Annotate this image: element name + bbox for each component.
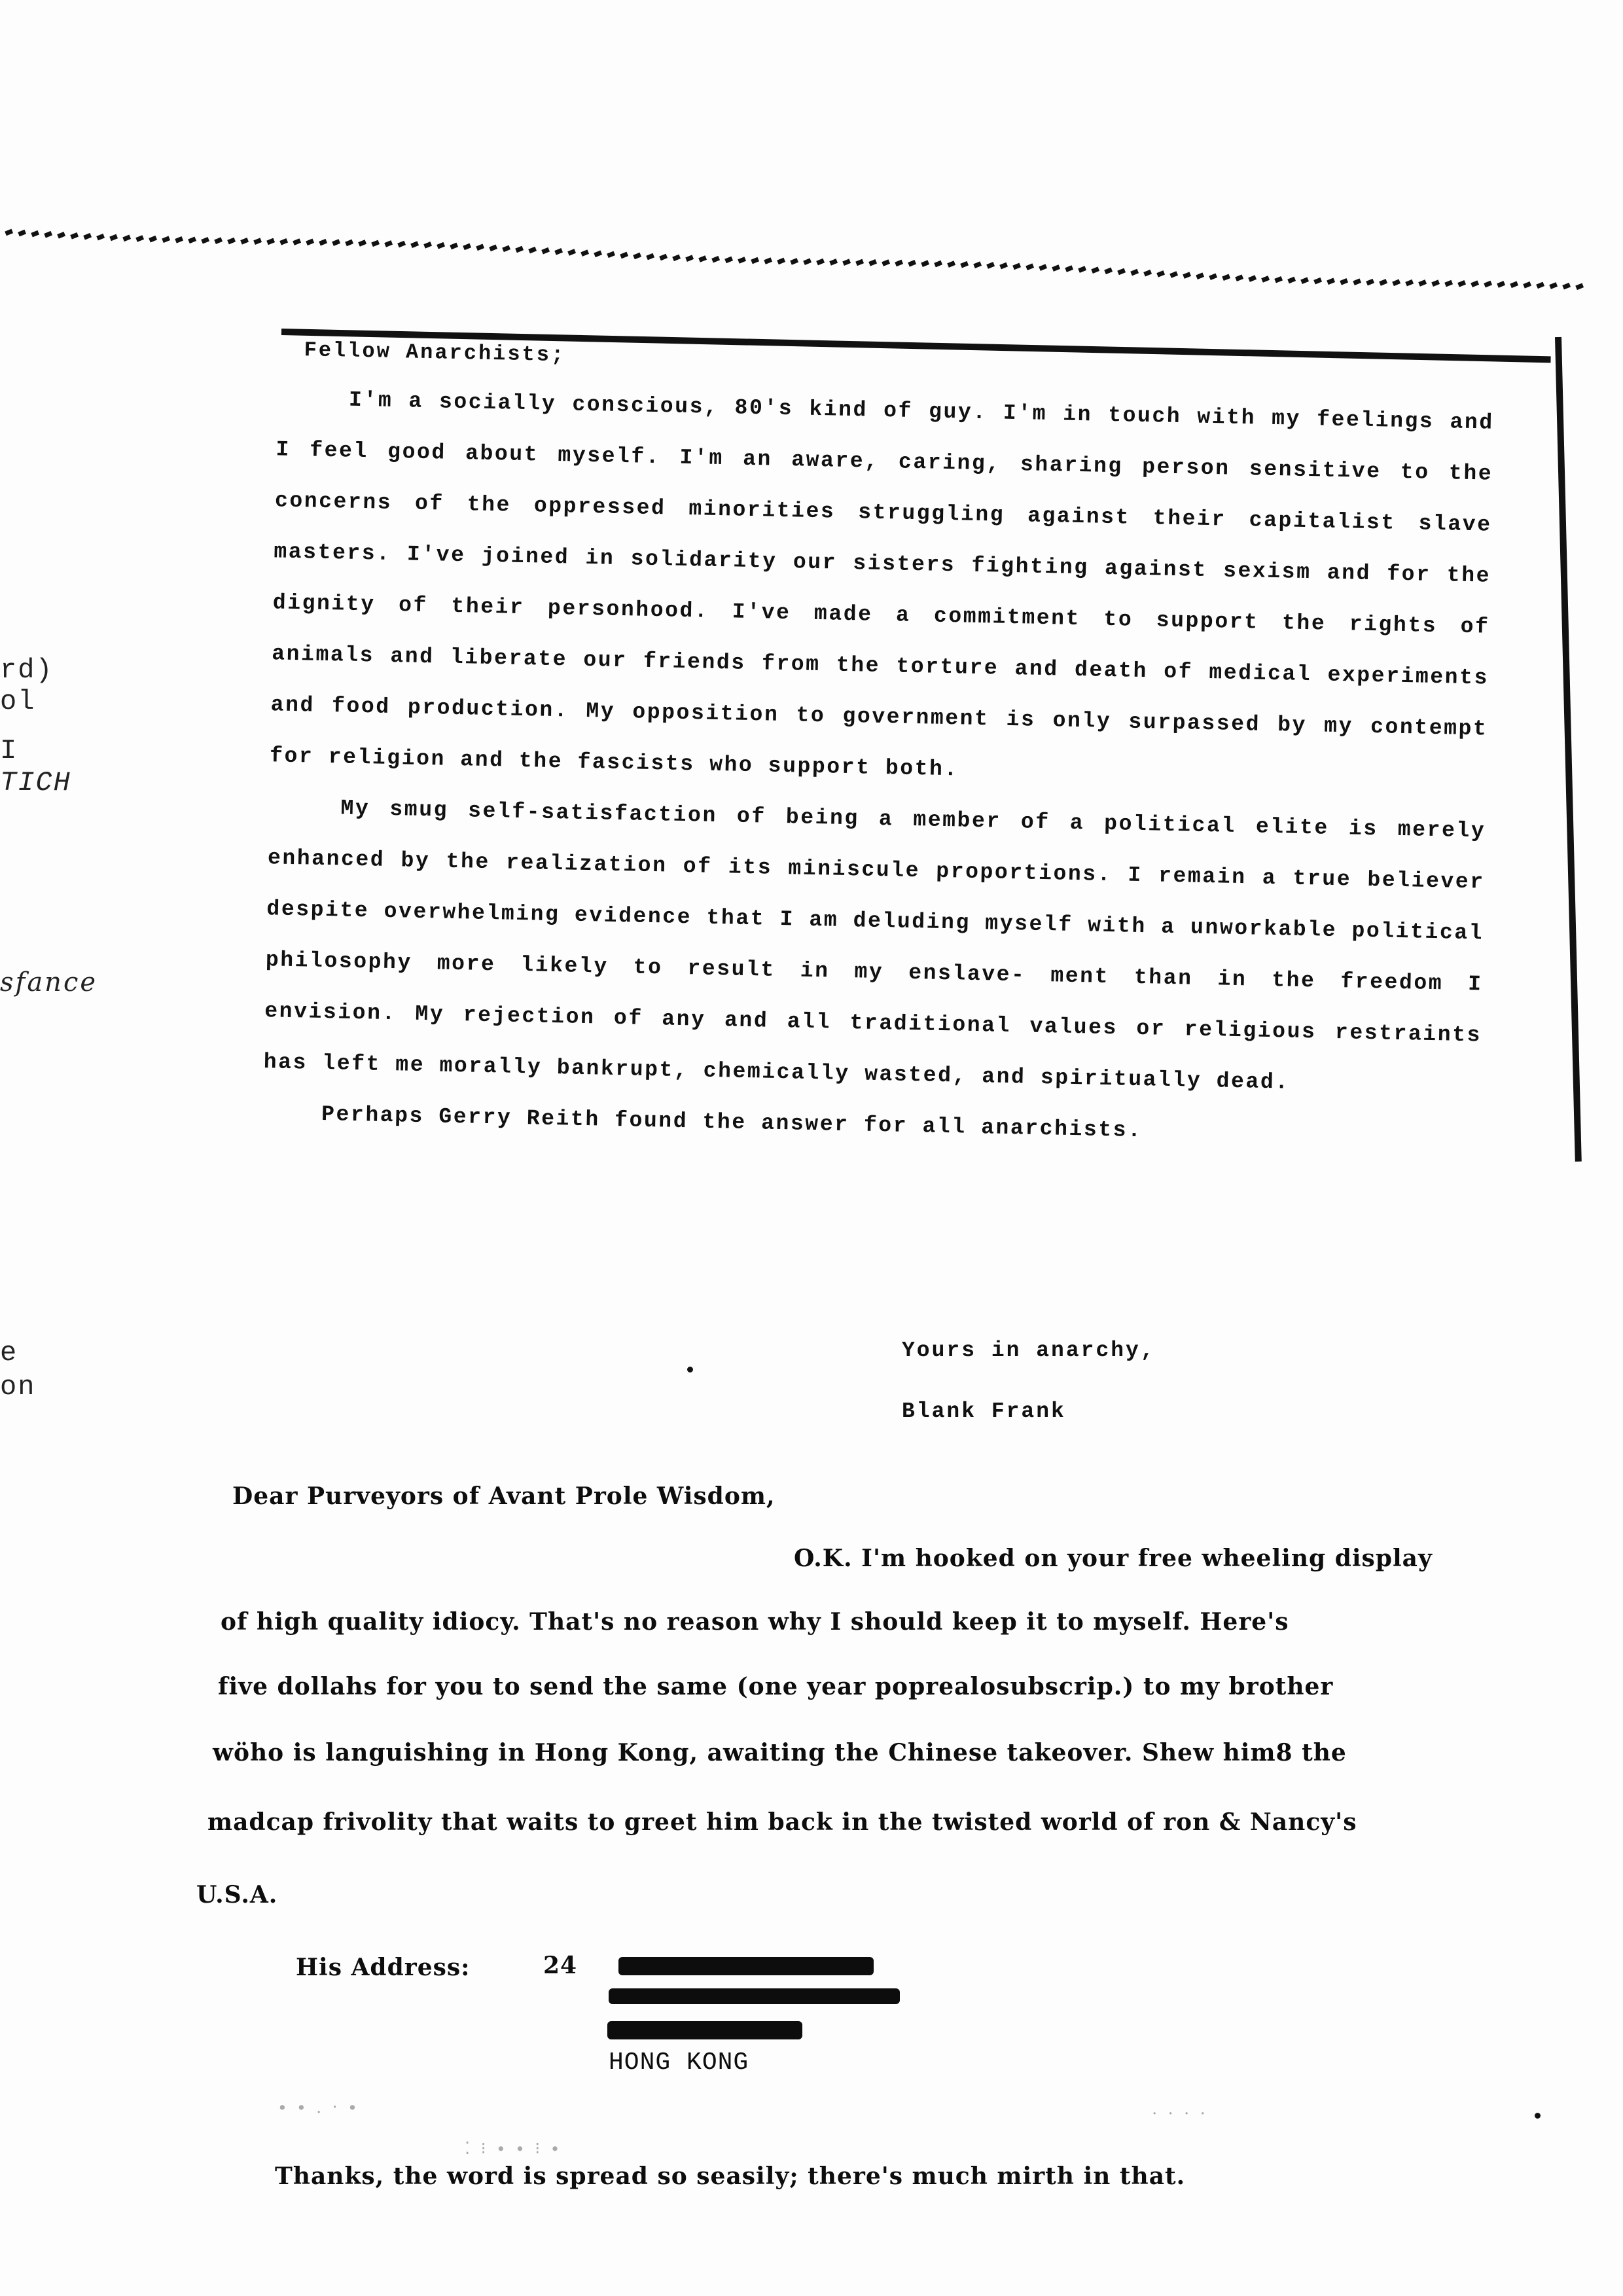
perforation-tick [188,237,196,244]
perforation-tick [711,256,720,263]
perforation-tick [423,242,432,249]
letter2-closing: Thanks, the word is spread so seasily; there's much mirth in that. [275,2162,1186,2190]
perforation-tick [1143,270,1152,277]
perforation-tick [1327,278,1335,285]
letter2-line: madcap frivolity that waits to greet him back in the twisted world of ron & Nancy's [207,1808,1357,1836]
address-number: 24 [543,1952,578,1979]
perforation-tick [790,258,798,265]
perforation-tick [672,255,681,262]
perforation-tick [934,260,942,268]
perforation-tick [1366,279,1374,286]
perforation-tick [1248,275,1257,282]
perforation-tick [96,234,105,241]
perforation-tick [1039,264,1047,271]
perforation-tick [502,245,510,253]
faint-smudge: ⁚ ⁝ ∙ ∙ ⁝ ∙ [465,2139,562,2159]
perforation-tick [1392,279,1400,287]
letter-paragraph: I'm a socially conscious, 80's kind of guy. I'm in touch with my feelings and I feel good about myself. I'm an aware, caring, sharing person sensitive to the concerns of the oppressed minorities struggling against their capitalist slave masters. I've joined in solidarity our sisters fighting against sexism and for the dignity of their personhood. I've made a commitment to support the rights of animals and liberate our friends from the torture and death of medical experiments and food production. My opposition to government is only surpassed by my contempt for religion and the fascists who support both. [269,387,1495,782]
margin-fragment: TICH [0,767,71,798]
perforation-tick [319,239,327,246]
perforation-tick [1418,279,1427,287]
perforation-tick [868,259,877,266]
perforation-tick [1130,269,1139,276]
perforated-edge [0,216,1603,301]
perforation-tick [1117,268,1126,276]
address-label: His Address: [296,1954,471,1981]
perforation-tick [306,239,314,246]
perforation-tick [397,241,406,248]
perforation-tick [1026,263,1034,270]
perforation-tick [70,232,79,240]
perforation-tick [829,259,838,266]
letter2-line: five dollahs for you to send the same (one year poprealosubscrip.) to my brother [218,1673,1334,1700]
perforation-tick [44,231,52,238]
margin-fragment: ol [0,686,36,717]
perforation-tick [921,260,929,267]
perforation-tick [83,233,92,240]
letter2-line: O.K. I'm hooked on your free wheeling display [794,1545,1433,1572]
perforation-tick [567,249,576,256]
perforation-tick [1209,273,1217,280]
perforation-tick [620,252,628,259]
perforation-tick [1300,277,1309,284]
perforation-tick [1431,279,1440,287]
perforation-tick [476,244,484,251]
margin-fragment: on [0,1371,36,1403]
perforation-tick [1457,280,1466,287]
perforation-tick [541,247,550,255]
perforation-tick [1484,281,1492,288]
perforation-tick [986,262,995,269]
perforation-tick [109,234,118,242]
letter-paragraph: My smug self-satisfaction of being a member of a political elite is merely enhanced by the realization of its miniscule proportions. I remain a true believer despite overwhelming evidence that I am deluding myself with a unworkable political philosophy more likely to result in my enslave- ment than in the freedom I envision. My rejection of any and all traditional values or religious restraints has left me morally bankrupt, chemically wasted, and spiritually dead. [263,796,1486,1095]
perforation-tick [162,236,170,243]
perforation-tick [1287,277,1296,284]
perforation-tick [227,238,236,245]
perforation-tick [345,240,353,247]
letter-paragraph: Perhaps Gerry Reith found the answer for all anarchists. [321,1102,1143,1143]
perforation-tick [960,261,969,268]
perforation-tick [135,235,144,242]
perforation-tick [1313,278,1322,285]
perforation-tick [1235,274,1243,281]
perforation-tick [31,230,39,238]
perforation-tick [1091,266,1099,274]
perforation-tick [1549,282,1558,289]
perforation-tick [1444,280,1453,287]
perforation-tick [293,238,301,245]
perforation-tick [149,236,157,243]
perforation-tick [1065,265,1073,272]
faint-smudge: ∙ ∙ . · ∙ [278,2098,359,2117]
perforation-tick [751,257,759,264]
perforation-tick [450,243,458,250]
perforation-tick [384,240,393,247]
perforation-tick [855,259,864,266]
perforation-tick [908,260,916,267]
perforation-tick [1104,267,1113,274]
margin-fragment: sfance [0,967,98,997]
perforation-tick [437,242,445,249]
perforation-tick [175,236,183,243]
perforation-tick [1183,272,1191,279]
perforation-tick [738,257,746,264]
redacted-address-line [607,2021,802,2039]
perforation-tick [489,245,497,252]
perforation-tick [1379,279,1387,286]
perforation-tick [895,260,903,267]
perforation-tick [1261,276,1270,283]
faint-smudge: · · · · [1152,2104,1208,2124]
perforation-tick [358,240,366,247]
perforation-tick [1274,276,1283,283]
perforation-tick [1575,283,1584,291]
perforation-tick [1196,272,1204,279]
ink-speck [1535,2113,1541,2119]
perforation-tick [659,254,668,261]
letter2-line: U.S.A. [196,1881,278,1909]
perforation-tick [1169,271,1178,278]
perforation-marks [0,216,1603,301]
perforation-tick [554,248,563,255]
perforation-tick [253,238,262,245]
perforation-tick [1012,263,1021,270]
letter2-line: wöho is languishing in Hong Kong, awaiting the Chinese takeover. Shew him8 the [213,1739,1347,1767]
perforation-tick [410,241,419,248]
perforation-tick [1562,283,1571,290]
perforation-tick [1510,281,1518,289]
perforation-tick [515,246,524,253]
perforation-tick [371,240,380,247]
address-city: HONG KONG [609,2049,749,2077]
perforation-tick [646,253,654,260]
perforation-tick [122,234,131,242]
perforation-tick [1078,266,1086,273]
perforation-tick [777,258,785,265]
perforation-tick [1405,279,1414,287]
margin-fragment: I [0,735,18,766]
perforation-tick [764,257,772,264]
perforation-tick [214,237,223,244]
perforation-tick [803,258,812,265]
perforation-tick [279,238,288,245]
perforation-tick [1471,280,1479,287]
perforation-tick [973,261,982,268]
perforation-tick [1497,281,1505,288]
perforation-tick [580,249,589,257]
perforation-tick [528,247,537,254]
perforation-tick [266,238,275,245]
redacted-address-line [618,1957,874,1975]
redacted-address-line [609,1988,900,2004]
perforation-tick [5,229,13,236]
perforation-tick [1340,278,1348,285]
margin-fragment: e [0,1337,18,1369]
letter2-line: of high quality idiocy. That's no reason why I should keep it to myself. Here's [221,1608,1289,1636]
letter-greeting: Fellow Anarchists; [304,338,566,368]
perforation-tick [698,255,707,262]
perforation-tick [1353,278,1361,285]
perforation-tick [685,255,694,262]
perforation-tick [999,262,1008,270]
letter-closing: Yours in anarchy, [902,1338,1156,1363]
perforation-tick [816,259,825,266]
clipping-border-right [1555,337,1582,1162]
perforation-tick [842,259,851,266]
perforation-tick [201,237,209,244]
perforation-tick [947,260,955,268]
perforation-tick [1536,282,1544,289]
perforation-tick [57,232,65,239]
perforation-tick [240,238,249,245]
perforation-tick [594,250,602,257]
perforation-tick [1523,281,1531,289]
perforation-tick [882,259,890,266]
perforation-tick [633,253,641,260]
perforation-tick [1222,274,1230,281]
margin-fragment: rd) [0,655,54,686]
perforation-tick [1052,264,1060,272]
letter-anarchists [249,337,1495,1149]
perforation-tick [332,239,340,246]
perforation-tick [463,243,471,251]
letter2-salutation: Dear Purveyors of Avant Prole Wisdom, [232,1482,776,1510]
perforation-tick [607,251,615,259]
perforation-tick [18,230,26,237]
ink-speck [687,1367,693,1372]
perforation-tick [1156,270,1165,278]
perforation-tick [724,257,733,264]
letter-signature: Blank Frank [902,1399,1066,1424]
